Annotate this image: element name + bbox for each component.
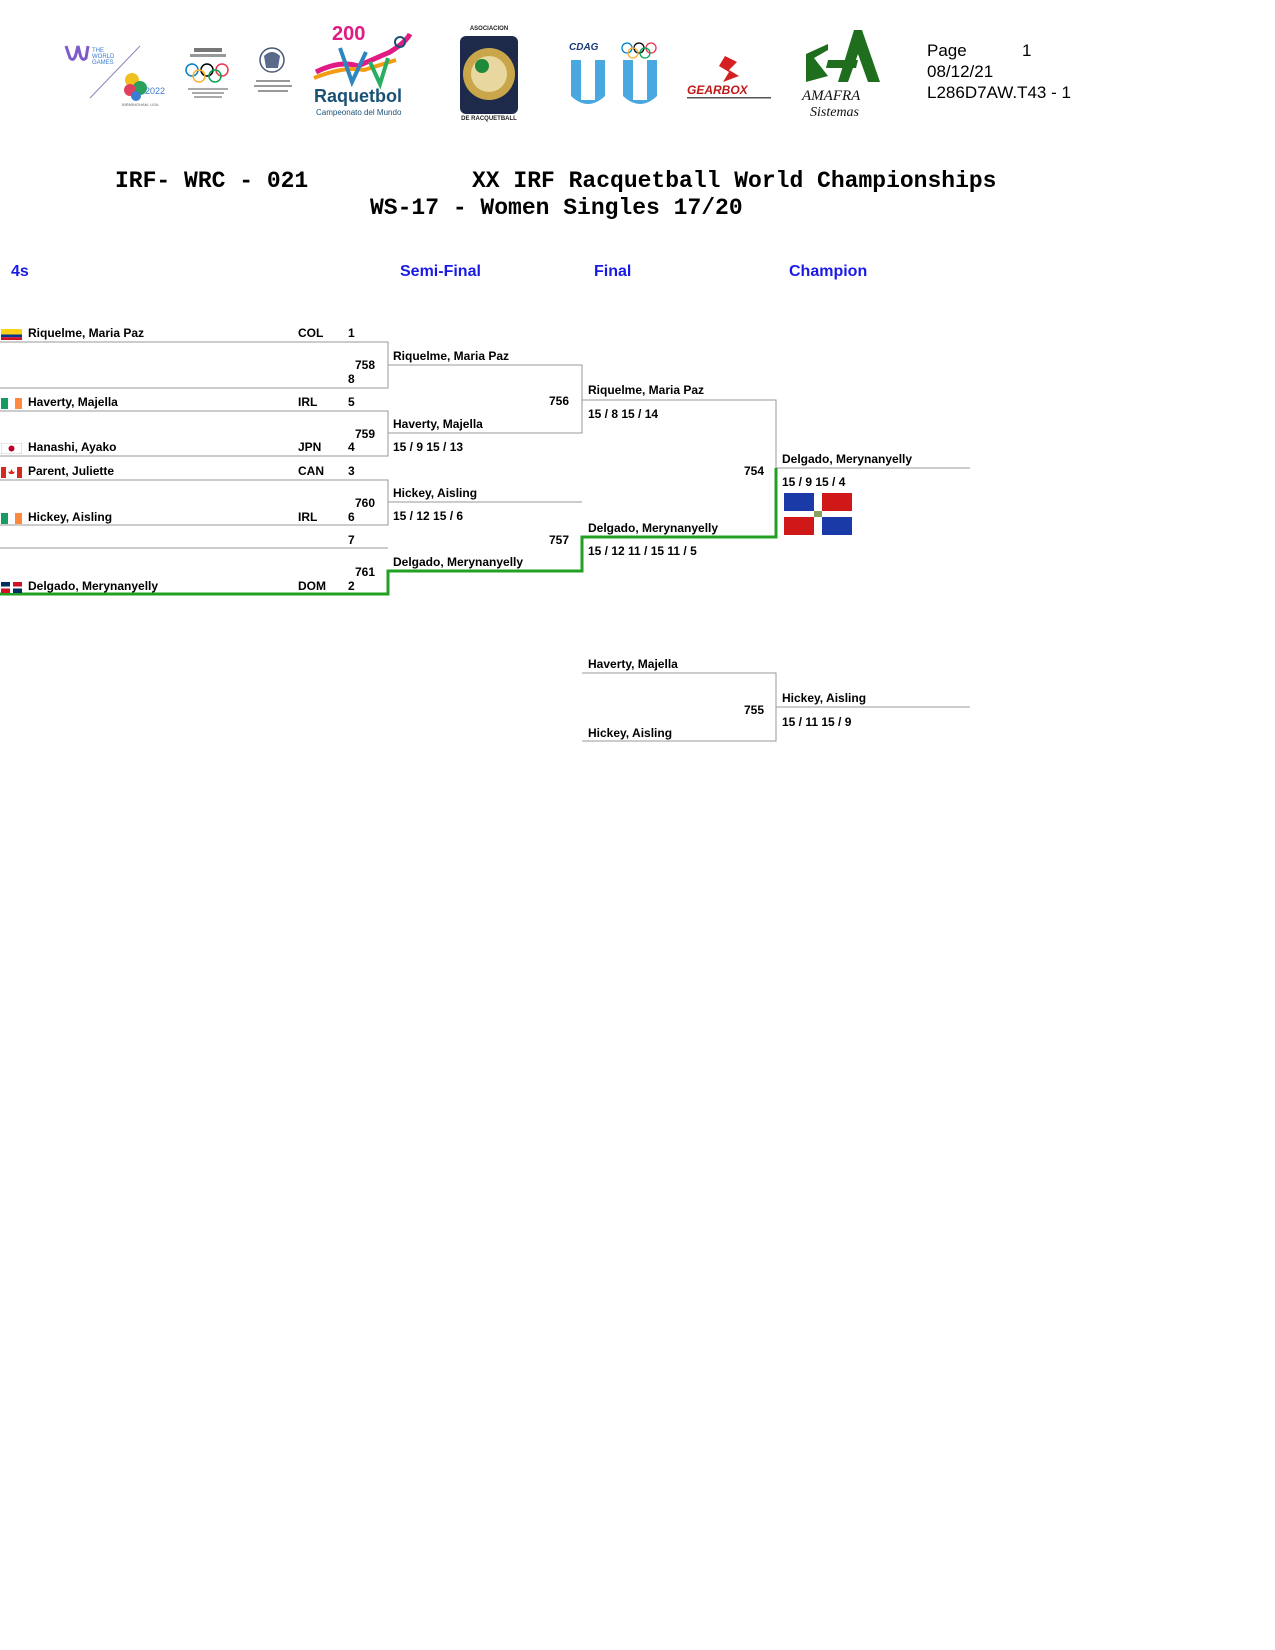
svg-text:200: 200: [332, 23, 366, 45]
player-seed: 4: [348, 440, 355, 454]
finalist-player: Delgado, Merynanyelly: [588, 521, 719, 535]
svg-text:Raquetbol: Raquetbol: [314, 86, 402, 106]
page-label: Page: [927, 41, 967, 60]
match-number: 758: [355, 358, 376, 372]
player-name: Parent, Juliette: [28, 464, 115, 478]
dominican-republic-flag-icon: [1, 582, 22, 593]
player-seed: 5: [348, 395, 355, 409]
third-place-score: 15 / 11 15 / 9: [782, 715, 852, 729]
player-country: COL: [298, 326, 324, 340]
svg-text:THE: THE: [92, 48, 104, 54]
ireland-flag-icon: [1, 513, 22, 524]
round-header-final: Final: [594, 263, 632, 280]
third-place-player: Hickey, Aisling: [588, 726, 673, 740]
match-number: 761: [355, 565, 376, 579]
player-country: DOM: [298, 579, 326, 593]
player-seed: 6: [348, 510, 355, 524]
match-number: 759: [355, 427, 376, 441]
champion-name: Delgado, Merynanyelly: [782, 452, 913, 466]
event-title: XX IRF Racquetball World Championships: [472, 168, 997, 194]
champion-dominican-republic-flag-icon: [783, 492, 853, 536]
svg-text:Campeonato del Mundo: Campeonato del Mundo: [316, 108, 402, 117]
player-name: Haverty, Majella: [28, 395, 118, 409]
finalist-player: Riquelme, Maria Paz: [588, 383, 705, 397]
player-name: Hanashi, Ayako: [28, 440, 117, 454]
player-country: JPN: [298, 440, 322, 454]
player-seed: 1: [348, 326, 355, 340]
svg-text:DE RACQUETBALL: DE RACQUETBALL: [461, 116, 517, 122]
player-name: Riquelme, Maria Paz: [28, 326, 145, 340]
semifinal-player: Delgado, Merynanyelly: [393, 555, 524, 569]
svg-text:BIRMINGHAM, USA: BIRMINGHAM, USA: [122, 102, 159, 107]
report-date: 08/12/21: [927, 62, 994, 81]
canada-flag-icon: [1, 467, 22, 478]
svg-text:WORLD: WORLD: [92, 54, 115, 60]
player-country: IRL: [298, 395, 318, 409]
match-number: 754: [744, 464, 765, 478]
player-country: IRL: [298, 510, 318, 524]
svg-text:GAMES: GAMES: [92, 60, 114, 66]
match-number: 756: [549, 394, 570, 408]
player-seed: 2: [348, 579, 355, 593]
player-name: Hickey, Aisling: [28, 510, 113, 524]
svg-text:CDAG: CDAG: [569, 42, 599, 53]
match-score: 15 / 9 15 / 13: [393, 440, 464, 454]
match-number: 760: [355, 496, 376, 510]
page-number: 1: [1022, 41, 1032, 60]
svg-text:GEARBOX: GEARBOX: [687, 83, 748, 97]
match-number: 755: [744, 703, 765, 717]
match-number: 757: [549, 533, 570, 547]
match-score: 15 / 12 11 / 15 11 / 5: [588, 544, 697, 558]
tournament-code: IRF- WRC - 021: [115, 168, 309, 194]
match-score: 15 / 8 15 / 14: [588, 407, 659, 421]
svg-text:ASOCIACION: ASOCIACION: [469, 26, 509, 32]
player-seed: 8: [348, 372, 355, 386]
round-header-semifinal: Semi-Final: [400, 263, 481, 280]
player-seed: 3: [348, 464, 355, 478]
third-place-player: Haverty, Majella: [588, 657, 678, 671]
player-seed: 7: [348, 533, 355, 547]
round-header-4s: 4s: [11, 263, 29, 280]
division-title: WS-17 - Women Singles 17/20: [370, 195, 743, 221]
semifinal-player: Riquelme, Maria Paz: [393, 349, 510, 363]
player-name: Delgado, Merynanyelly: [28, 579, 159, 593]
round-header-champion: Champion: [789, 263, 868, 280]
player-country: CAN: [298, 464, 324, 478]
report-code: L286D7AW.T43 - 1: [927, 83, 1071, 102]
champion-score: 15 / 9 15 / 4: [782, 475, 846, 489]
japan-flag-icon: [1, 443, 22, 454]
third-place-winner: Hickey, Aisling: [782, 691, 867, 705]
svg-text:AMAFRA: AMAFRA: [802, 88, 861, 104]
semifinal-player: Haverty, Majella: [393, 417, 483, 431]
match-score: 15 / 12 15 / 6: [393, 509, 464, 523]
colombia-flag-icon: [1, 329, 22, 340]
ireland-flag-icon: [1, 398, 22, 409]
svg-text:2022: 2022: [145, 86, 166, 96]
semifinal-player: Hickey, Aisling: [393, 486, 478, 500]
svg-text:Sistemas: Sistemas: [810, 105, 859, 120]
